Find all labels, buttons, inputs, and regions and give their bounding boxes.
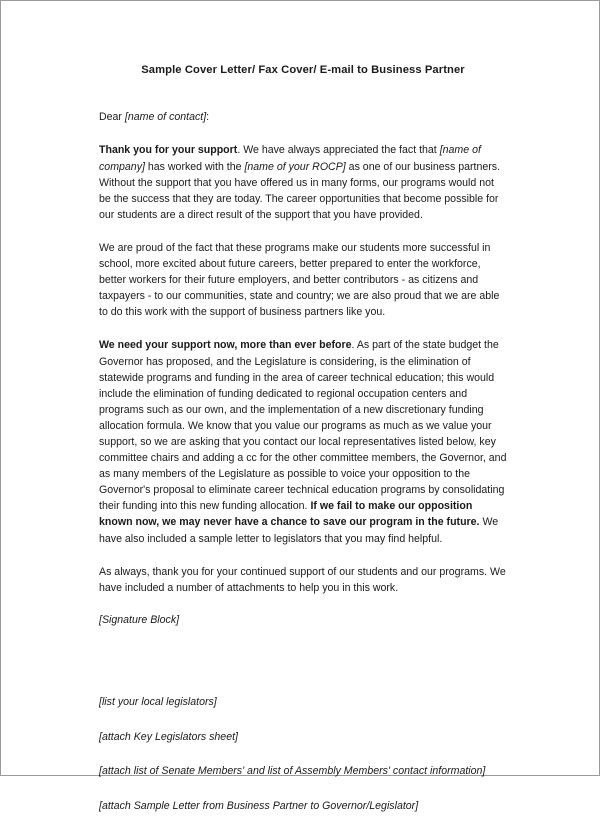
paragraph3-part1: . As part of the state budget the Governor has proposed, and the Legislature is considering, is the elimination of statewide programs and funding in the area of career technical education; this would include the elimination of funding dedicated to regional occupation centers and programs such as our own, and the implementation of a new discretionary funding allocation formula. We know that you value our programs as much as we value your support, so we are asking that you contact our local representatives listed below, key committee chairs and adding a cc for the other committee members, the Governor, and as many members of the Legislature as possible to voice your opposition to the Governor's proposal to eliminate career technical education programs by consolidating their funding into this new funding allocation.	[99, 339, 507, 513]
list-item: [list your local legislators]	[99, 695, 217, 708]
document-content	[99, 1, 507, 834]
list-item: [attach list of Senate Members' and list of Assembly Members' contact information]	[99, 765, 486, 778]
paragraph3-lead-bold: We need your support now, more than ever before	[99, 339, 352, 352]
list-item: [attach Sample Letter from Business Partner to Governor/Legislator]	[99, 800, 419, 813]
paragraph3-bold-warning: If we fail to make our opposition known now, we may never have a chance to save our program in the future.	[99, 500, 480, 529]
salutation-placeholder: [name of contact]	[124, 111, 207, 124]
paragraph-closing: As always, thank you for your continued support of our students and our programs. We have included a number of attachments to help you in this work.	[99, 565, 506, 594]
paragraph1-after-lead: . We have always appreciated the fact that	[237, 144, 440, 157]
placeholder-rocp: [name of your ROCP]	[244, 160, 346, 173]
paragraph-thank-you	[99, 125, 507, 222]
paragraph1-lead-bold: Thank you for your support	[99, 144, 238, 157]
signature-block: [Signature Block]	[99, 613, 180, 626]
salutation-suffix: :	[206, 111, 210, 124]
paragraph1-mid: has worked with the	[144, 160, 245, 173]
list-item: [attach Key Legislators sheet]	[99, 730, 238, 743]
placeholder-company: [name of company]	[99, 144, 481, 173]
paragraph-need-support	[99, 320, 507, 546]
attachments-list	[99, 629, 507, 834]
paragraph1-rest: as one of our business partners. Without the support that you have offered us in many forms, our programs would not be the success that they are today. The career opportunities that become possible for our students are a direct result of the support that you have provided.	[99, 160, 501, 221]
paragraph3-part2: We have also included a sample letter to legislators that you may find helpful.	[99, 516, 499, 545]
page-title: Sample Cover Letter/ Fax Cover/ E-mail to Business Partner	[141, 64, 465, 76]
salutation-line	[99, 78, 507, 125]
salutation-prefix: Dear	[99, 111, 125, 124]
paragraph-proud: We are proud of the fact that these programs make our students more successful in school, more excited about future careers, better prepared to enter the workforce, better workers for their future employers, and better contributors - as citizens and taxpayers - to our communities, state and country; we are also proud that we are able to do this work with the support of business partners like you.	[99, 241, 500, 319]
